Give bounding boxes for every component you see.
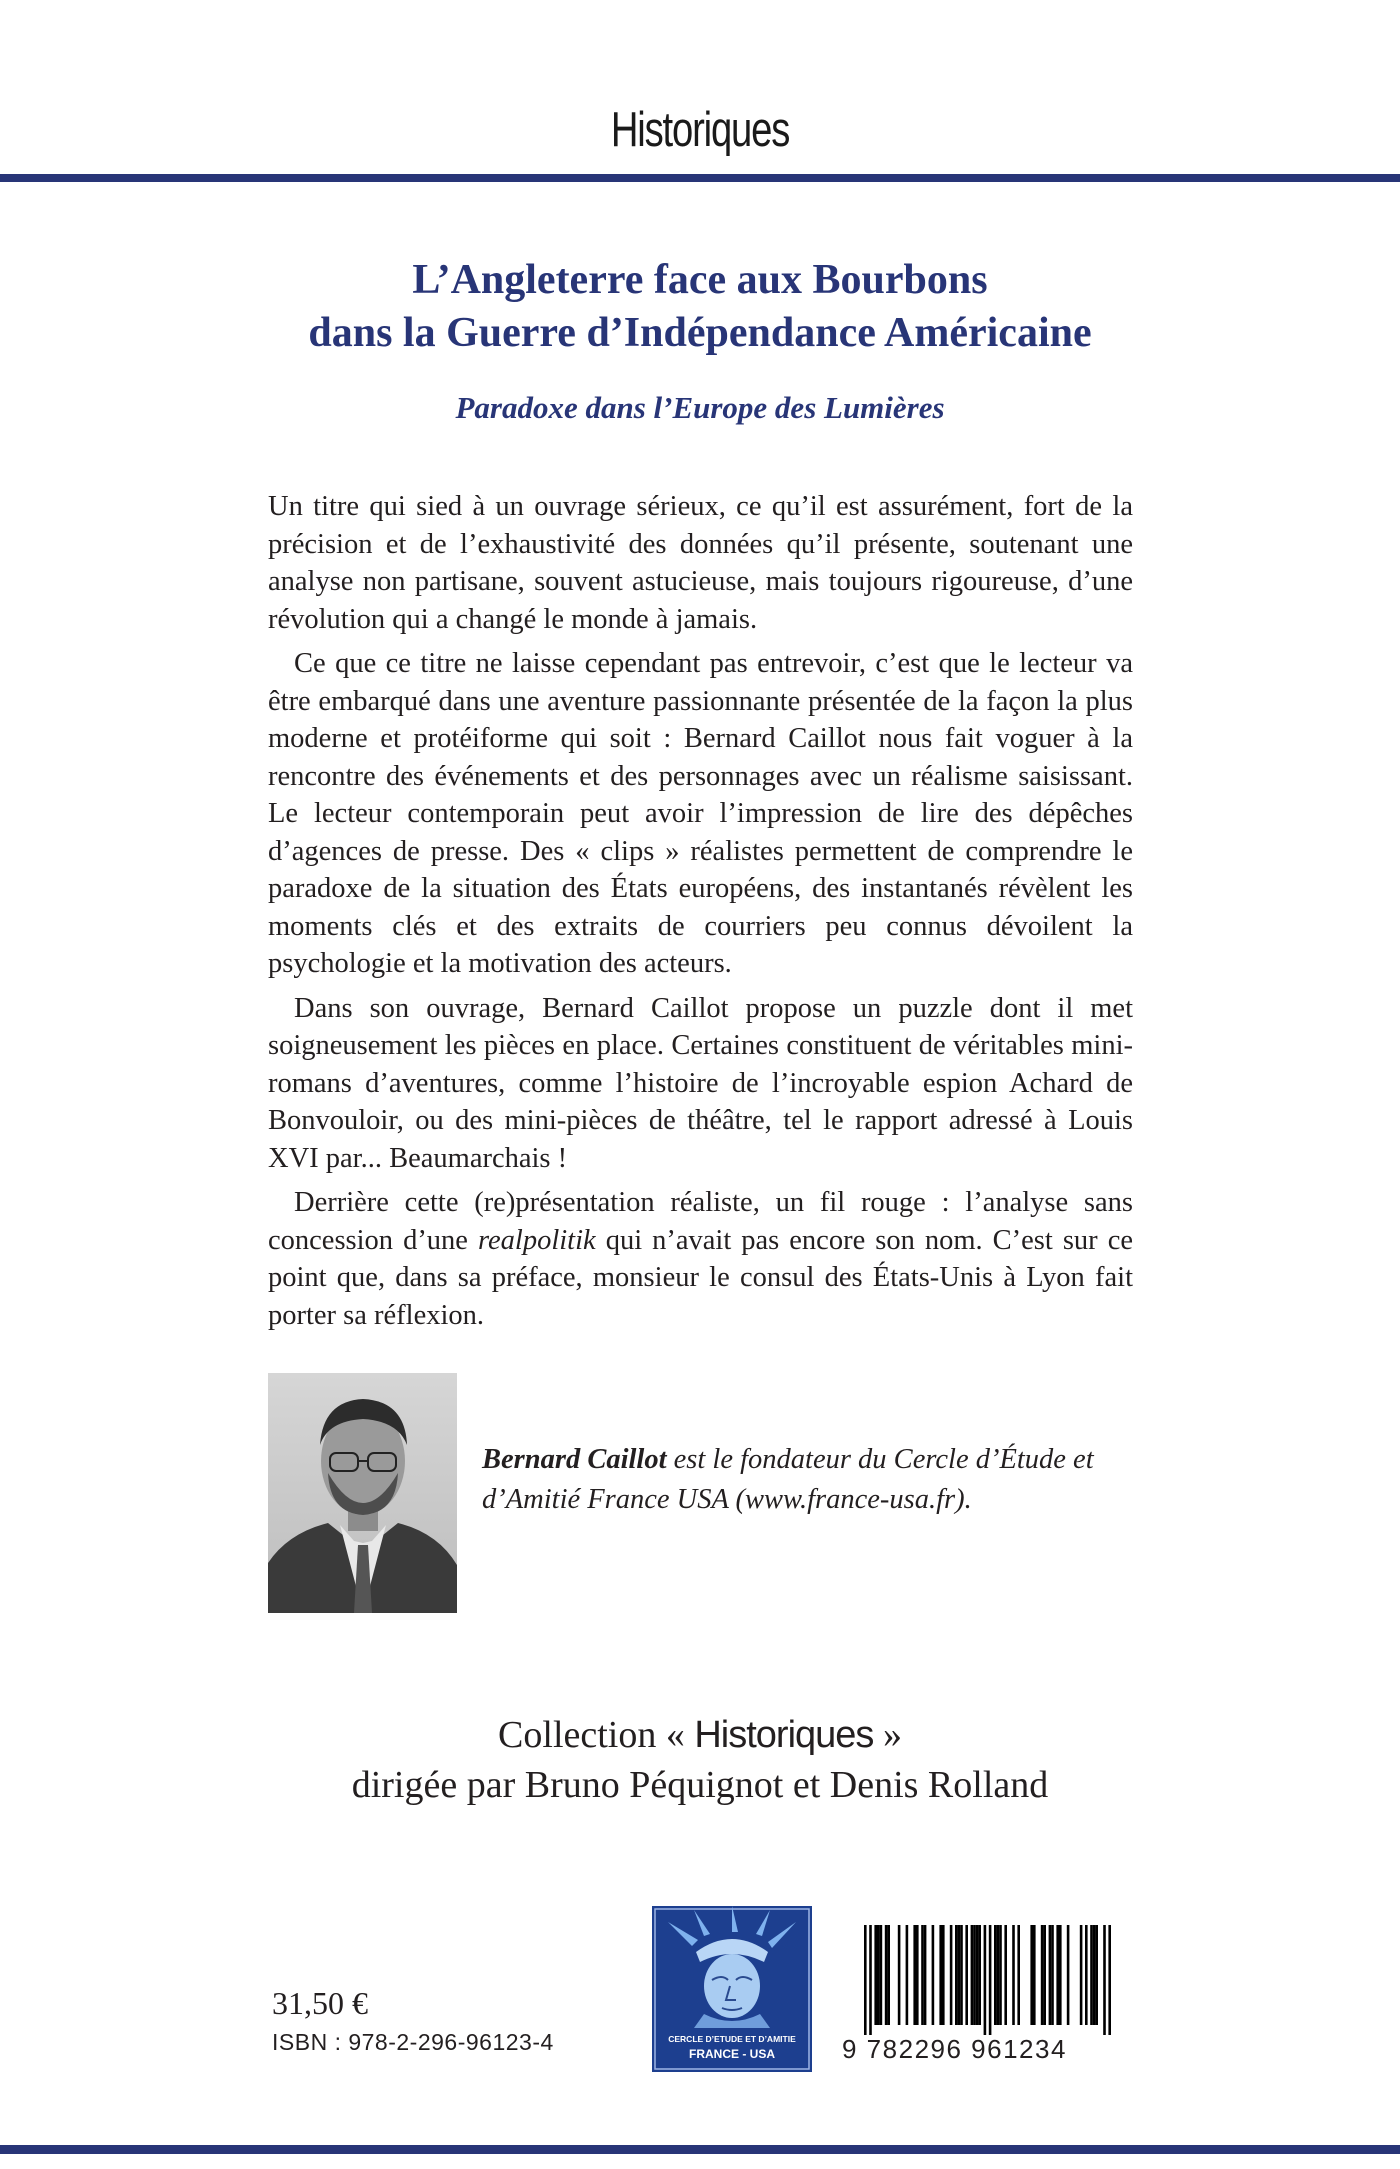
barcode-bar	[1041, 1925, 1044, 2025]
barcode-bar	[874, 1925, 877, 2025]
barcode-bars	[848, 1925, 1120, 2035]
barcode-bar	[1030, 1925, 1033, 2025]
collection-suffix: »	[873, 1714, 902, 1756]
barcode-bar	[887, 1925, 890, 2025]
isbn: ISBN : 978-2-296-96123-4	[272, 2029, 554, 2055]
author-photo	[268, 1373, 457, 1613]
blurb	[268, 488, 1133, 1341]
barcode-bar	[1095, 1925, 1098, 2025]
barcode-bar	[877, 1925, 880, 2025]
barcode-bar	[997, 1925, 1000, 2025]
barcode-bar	[978, 1925, 981, 2025]
barcode-bar	[965, 1925, 968, 2025]
bottom-rule	[0, 2145, 1400, 2154]
barcode-bar	[864, 1925, 867, 2035]
collection-info	[0, 1710, 1400, 1810]
book-title	[0, 254, 1400, 360]
blurb-paragraph-2: Ce que ce titre ne laisse cependant pas entrevoir, c’est que le lecteur va être embarqué dans une aventure passionnante présentée de la façon la plus moderne et protéiforme qui soit : Bernard Caillot nous fait voguer à la rencontre des événements et des personnages avec un réalisme saisissant. Le lecteur contemporain peut avoir l’impression de lire des dépêches d’agences de presse. Des « clips » réalistes permettent de comprendre le paradoxe de la situation des États européens, des instantanés révèlent les moments clés et des extraits de courriers peu connus dévoilent la psychologie et la motivation des acteurs.	[268, 648, 1133, 979]
price: 31,50 €	[272, 1985, 368, 2021]
barcode-bar	[1103, 1925, 1106, 2035]
blurb-paragraph-1: Un titre qui sied à un ouvrage sérieux, ce qu’il est assurément, fort de la précision et de l’exhaustivité des données qu’il présente, soutenant une analyse non partisane, souvent astucieuse, mais toujours rigoureuse, d’une révolution qui a changé le monde à jamais.	[268, 491, 1133, 635]
barcode-bar	[950, 1925, 953, 2025]
logo-text-line-1: CERCLE D’ETUDE ET D’AMITIE	[668, 2034, 796, 2044]
barcode-bar	[976, 1925, 979, 2025]
barcode-bar	[971, 1925, 974, 2025]
barcode-bar	[955, 1925, 958, 2025]
barcode-bar	[958, 1925, 961, 2025]
barcode-bar	[913, 1925, 916, 2025]
barcode-bar	[1017, 1925, 1020, 2025]
blurb-p4-end: qui n’avait pas encore son nom. C’est sur ce point que, dans sa préface, monsieur le consul des États-Unis à Lyon fait porter sa réflexion.	[268, 1224, 1133, 1331]
barcode-bar	[921, 1925, 924, 2025]
barcode-bar	[939, 1925, 942, 2025]
barcode-bar	[1067, 1925, 1070, 2025]
title-line-1: L’Angleterre face aux Bourbons	[412, 257, 988, 303]
author-bio	[482, 1440, 1142, 1520]
barcode-number: 9 782296 961234	[842, 2034, 1067, 2064]
barcode-bar	[1059, 1925, 1062, 2025]
blurb-p4-italic: realpolitik	[477, 1224, 596, 1256]
barcode-bar	[885, 1925, 888, 2025]
top-rule	[0, 174, 1400, 182]
collection-name: Historiques	[694, 1714, 874, 1756]
collection-directors: dirigée par Bruno Péquignot et Denis Rolland	[351, 1764, 1049, 1806]
barcode-bar	[960, 1925, 963, 2025]
collection-line	[0, 1710, 1400, 1760]
logo-text-line-2: FRANCE - USA	[689, 2047, 775, 2061]
barcode-bar	[1033, 1925, 1036, 2025]
barcode-bar	[942, 1925, 945, 2025]
barcode-bar	[994, 1925, 997, 2025]
barcode-bar	[999, 1925, 1002, 2025]
barcode-bar	[898, 1925, 901, 2025]
barcode-bar	[1004, 1925, 1007, 2025]
collection-mark: Historiques	[610, 103, 790, 157]
barcode-bar	[1056, 1925, 1059, 2025]
barcode-bar	[1093, 1925, 1096, 2025]
barcode-bar	[1012, 1925, 1015, 2025]
blurb-p4-start: Derrière cette (re)présentation réaliste, un fil rouge : l’analyse sans concession d’une	[268, 1187, 1133, 1256]
barcode-bar	[1051, 1925, 1054, 2025]
barcode-bar	[906, 1925, 909, 2025]
barcode-bar	[1085, 1925, 1088, 2025]
barcode-bar	[989, 1925, 992, 2035]
title-line-2: dans la Guerre d’Indépendance Américaine	[308, 310, 1092, 356]
barcode-bar	[869, 1925, 872, 2035]
author-name: Bernard Caillot	[482, 1444, 667, 1475]
collection-prefix: Collection «	[498, 1714, 695, 1756]
barcode-bar	[924, 1925, 927, 2025]
barcode-bar	[973, 1925, 976, 2025]
barcode-bar	[880, 1925, 883, 2025]
book-subtitle: Paradoxe dans l’Europe des Lumières	[455, 390, 945, 425]
barcode-bar	[1108, 1925, 1111, 2035]
barcode-bar	[1043, 1925, 1046, 2025]
blurb-paragraph-4	[268, 1184, 1133, 1334]
barcode-bar	[984, 1925, 987, 2035]
barcode-bar	[916, 1925, 919, 2025]
blurb-paragraph-3: Dans son ouvrage, Bernard Caillot propose un puzzle dont il met soigneusement les pièces en place. Certaines constituent de véritables mini-romans d’aventures, comme l’histoire de l’incroyable espion Achard de Bonvouloir, ou des mini-pièces de théâtre, tel le rapport adressé à Louis XVI par... Beaumarchais !	[268, 992, 1133, 1174]
barcode-bar	[1090, 1925, 1093, 2025]
france-usa-logo	[652, 1906, 812, 2072]
author-bio-text: est le fondateur du Cercle d’Étude et d’Amitié France USA (www.france-usa.fr).	[482, 1444, 1094, 1515]
barcode-bar	[1080, 1925, 1083, 2025]
barcode-bar	[932, 1925, 935, 2025]
barcode-bar	[1049, 1925, 1052, 2025]
